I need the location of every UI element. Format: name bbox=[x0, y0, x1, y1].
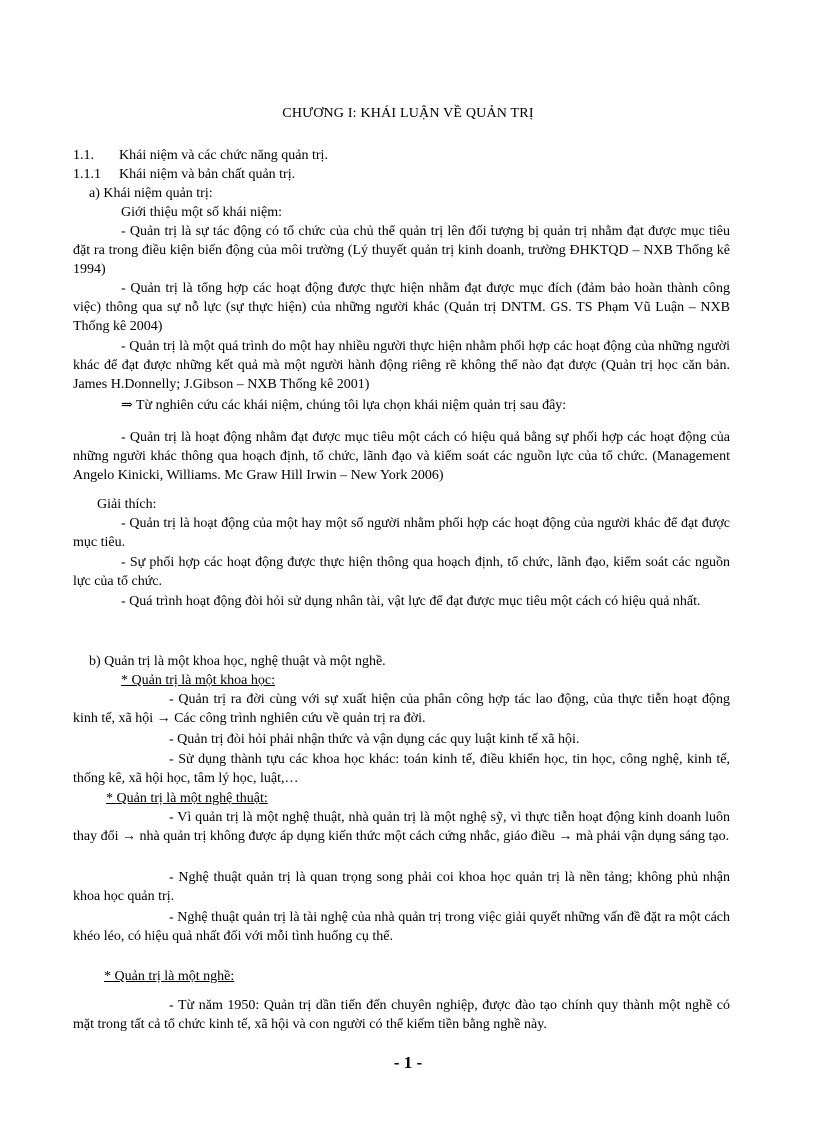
intro-line: Giới thiệu một số khái niệm: bbox=[121, 205, 282, 220]
page-number: - 1 - bbox=[393, 1053, 423, 1072]
explanation-2: - Sự phối hợp các hoạt động được thực hiện thông qua hoạch định, tổ chức, lãnh đạo, kiểm soát các nguồn lực của tổ chức. bbox=[73, 555, 730, 589]
science-label: * Quản trị là một khoa học: bbox=[121, 673, 275, 688]
science-2: - Quản trị đòi hỏi phải nhận thức và vận dụng các quy luật kinh tế xã hội. bbox=[169, 732, 580, 747]
chapter-title: CHƯƠNG I: KHÁI LUẬN VỀ QUẢN TRỊ bbox=[282, 106, 534, 121]
section-number: 1.1.1 bbox=[73, 167, 101, 182]
art-label: * Quản trị là một nghệ thuật: bbox=[106, 791, 268, 806]
section-number: 1.1. bbox=[73, 148, 94, 163]
section-text: Khái niệm và các chức năng quản trị. bbox=[119, 148, 328, 163]
science-1: - Quản trị ra đời cùng với sự xuất hiện của phân công hợp tác lao động, của thực tiễn hoạt động kinh tế, xã hội → Các công trình nghiên cứu về quản trị ra đời. bbox=[73, 692, 730, 726]
art-1: - Vì quản trị là một nghệ thuật, nhà quản trị là một nghệ sỹ, vì thực tiễn hoạt động kinh doanh luôn thay đổi → nhà quản trị không được áp dụng kiến thức một cách cứng nhắc, giáo điều → mà phải vận dụng sáng tạo. bbox=[73, 810, 730, 844]
definition-1: - Quản trị là sự tác động có tổ chức của chủ thể quản trị lên đối tượng bị quản trị nhằm đạt được mục tiêu đặt ra trong điều kiện biến động của môi trường (Lý thuyết quản trị kinh doanh, trường ĐHKTQD – NXB Thống kê 1994) bbox=[73, 224, 730, 277]
section-heading-1-1-1 bbox=[73, 165, 295, 184]
definition-4: - Quản trị là hoạt động nhằm đạt được mục tiêu một cách có hiệu quả bằng sự phối hợp các hoạt động của những người khác thông qua hoạch định, tổ chức, lãnh đạo và kiểm soát các nguồn lực của tổ chức. (Management Angelo Kinicki, Williams. Mc Graw Hill Irwin – New York 2006) bbox=[73, 430, 730, 483]
explanation-3: - Quá trình hoạt động đòi hỏi sử dụng nhân tài, vật lực để đạt được mục tiêu một cách có hiệu quả nhất. bbox=[121, 594, 701, 609]
profession-1: - Từ năm 1950: Quản trị dần tiến đến chuyên nghiệp, được đào tạo chính quy thành một nghề có mặt trong tất cả tổ chức kinh tế, xã hội và con người có thể kiếm tiền bằng nghề này. bbox=[73, 998, 730, 1032]
art-3: - Nghệ thuật quản trị là tài nghệ của nhà quản trị trong việc giải quyết những vấn đề đặt ra một cách khéo léo, có hiệu quả nhất đối với mỗi tình huống cụ thể. bbox=[73, 910, 730, 944]
definition-3: - Quản trị là một quá trình do một hay nhiều người thực hiện nhằm phối hợp các hoạt động của những người khác để đạt được những kết quả mà một người hành động riêng rẽ không thể nào đạt được (Quản trị học căn bản. James H.Donnelly; J.Gibson – NXB Thống kê 2001) bbox=[73, 339, 730, 392]
subheading-b: b) Quản trị là một khoa học, nghệ thuật và một nghề. bbox=[89, 654, 386, 669]
section-text: Khái niệm và bản chất quản trị. bbox=[119, 167, 296, 182]
definition-2: - Quản trị là tổng hợp các hoạt động được thực hiện nhằm đạt được mục đích (đảm bảo hoàn thành công việc) thông qua sự nỗ lực (sự thực hiện) của những người khác (Quản trị DNTM. GS. TS Phạm Vũ Luận – NXB Thống kê 2004) bbox=[73, 281, 730, 334]
science-3: - Sử dụng thành tựu các khoa học khác: toán kinh tế, điều khiển học, tin học, công nghệ, kinh tế, thống kê, xã hội học, tâm lý học, luật,… bbox=[73, 752, 730, 786]
explanation-1: - Quản trị là hoạt động của một hay một số người nhằm phối hợp các hoạt động của người khác để đạt được mục tiêu. bbox=[73, 516, 730, 550]
profession-label: * Quản trị là một nghề: bbox=[104, 969, 235, 984]
subheading-a: a) Khái niệm quản trị: bbox=[89, 186, 213, 201]
choose-line: ⇒ Từ nghiên cứu các khái niệm, chúng tôi lựa chọn khái niệm quản trị sau đây: bbox=[121, 398, 567, 413]
explain-label: Giải thích: bbox=[97, 497, 157, 512]
section-heading-1-1 bbox=[73, 146, 328, 165]
art-2: - Nghệ thuật quản trị là quan trọng song phải coi khoa học quản trị là nền tảng; không phủ nhận khoa học quản trị. bbox=[73, 870, 730, 904]
